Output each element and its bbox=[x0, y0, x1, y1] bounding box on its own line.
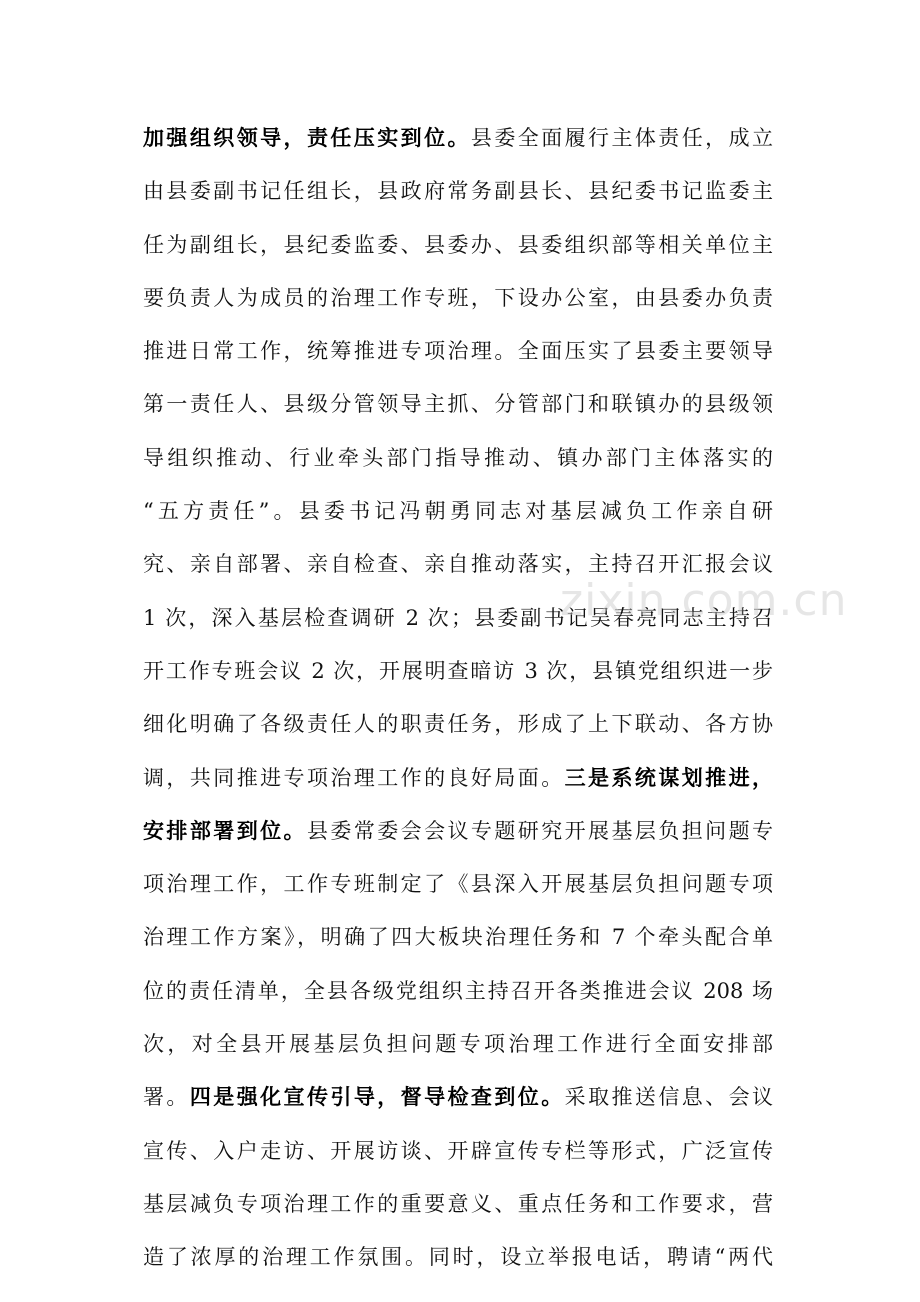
body-text: 位的责任清单，全县各级党组织主持召开各类推进会议 208 场 bbox=[143, 978, 773, 1003]
body-text: 究、亲自部署、亲自检查、亲自推动落实，主持召开汇报会议 bbox=[143, 552, 773, 577]
body-text: 由县委副书记任组长，县政府常务副县长、县纪委书记监委主 bbox=[143, 179, 773, 204]
body-text: 调，共同推进专项治理工作的良好局面。 bbox=[143, 765, 565, 790]
body-text: 采取推送信息、会议 bbox=[564, 1085, 774, 1110]
body-text: 县委全面履行主体责任，成立 bbox=[470, 126, 773, 150]
text-line bbox=[143, 272, 773, 325]
text-line bbox=[143, 858, 773, 911]
body-text: 任为副组长，县纪委监委、县委办、县委组织部等相关单位主 bbox=[143, 232, 773, 257]
text-line bbox=[143, 219, 773, 272]
text-line bbox=[143, 378, 773, 431]
text-line bbox=[143, 965, 773, 1018]
text-line bbox=[143, 1231, 773, 1284]
text-line bbox=[143, 1018, 773, 1071]
bold-heading-text: 加强组织领导，责任压实到位。 bbox=[143, 126, 471, 150]
text-line bbox=[143, 1178, 773, 1231]
body-text: 造了浓厚的治理工作氛围。同时，设立举报电话，聘请“两代 bbox=[143, 1245, 773, 1270]
body-text: 推进日常工作，统筹推进专项治理。全面压实了县委主要领导 bbox=[143, 339, 773, 364]
bold-heading-text: 安排部署到位。 bbox=[143, 818, 307, 843]
body-text: 县委常委会会议专题研究开展基层负担问题专 bbox=[306, 818, 774, 843]
text-line bbox=[143, 1125, 773, 1178]
bold-heading-text: 四是强化宣传引导，督导检查到位。 bbox=[189, 1085, 565, 1110]
text-line bbox=[143, 911, 773, 964]
text-line bbox=[143, 698, 773, 751]
text-line bbox=[143, 432, 773, 485]
bold-heading-text: 三是系统谋划推进， bbox=[564, 765, 774, 790]
body-paragraph bbox=[143, 112, 773, 1285]
body-text: 次，对全县开展基层负担问题专项治理工作进行全面安排部 bbox=[143, 1032, 773, 1057]
text-line bbox=[143, 538, 773, 591]
text-line bbox=[143, 645, 773, 698]
watermark: zixin.com.cn bbox=[560, 575, 848, 626]
text-line bbox=[143, 485, 773, 538]
body-text: “五方责任”。县委书记冯朝勇同志对基层减负工作亲自研 bbox=[143, 499, 773, 524]
body-text: 要负责人为成员的治理工作专班，下设办公室，由县委办负责 bbox=[143, 285, 773, 310]
body-text: 第一责任人、县级分管领导主抓、分管部门和联镇办的县级领 bbox=[143, 392, 773, 417]
text-line bbox=[143, 805, 773, 858]
body-text: 1 次，深入基层检查调研 2 次；县委副书记吴春亮同志主持召 bbox=[143, 605, 773, 630]
body-text: 基层减负专项治理工作的重要意义、重点任务和工作要求，营 bbox=[143, 1191, 773, 1216]
text-line bbox=[143, 1071, 773, 1124]
text-line bbox=[143, 325, 773, 378]
body-text: 细化明确了各级责任人的职责任务，形成了上下联动、各方协 bbox=[143, 712, 773, 737]
text-line bbox=[143, 112, 773, 165]
body-text: 治理工作方案》，明确了四大板块治理任务和 7 个牵头配合单 bbox=[143, 925, 773, 950]
body-text: 导组织推动、行业牵头部门指导推动、镇办部门主体落实的 bbox=[143, 445, 773, 470]
text-line bbox=[143, 592, 773, 645]
body-text: 署。 bbox=[143, 1085, 190, 1110]
text-line bbox=[143, 752, 773, 805]
body-text: 项治理工作，工作专班制定了《县深入开展基层负担问题专项 bbox=[143, 872, 773, 897]
body-text: 开工作专班会议 2 次，开展明查暗访 3 次，县镇党组织进一步 bbox=[143, 658, 773, 683]
text-line bbox=[143, 165, 773, 218]
body-text: 宣传、入户走访、开展访谈、开辟宣传专栏等形式，广泛宣传 bbox=[143, 1138, 773, 1163]
